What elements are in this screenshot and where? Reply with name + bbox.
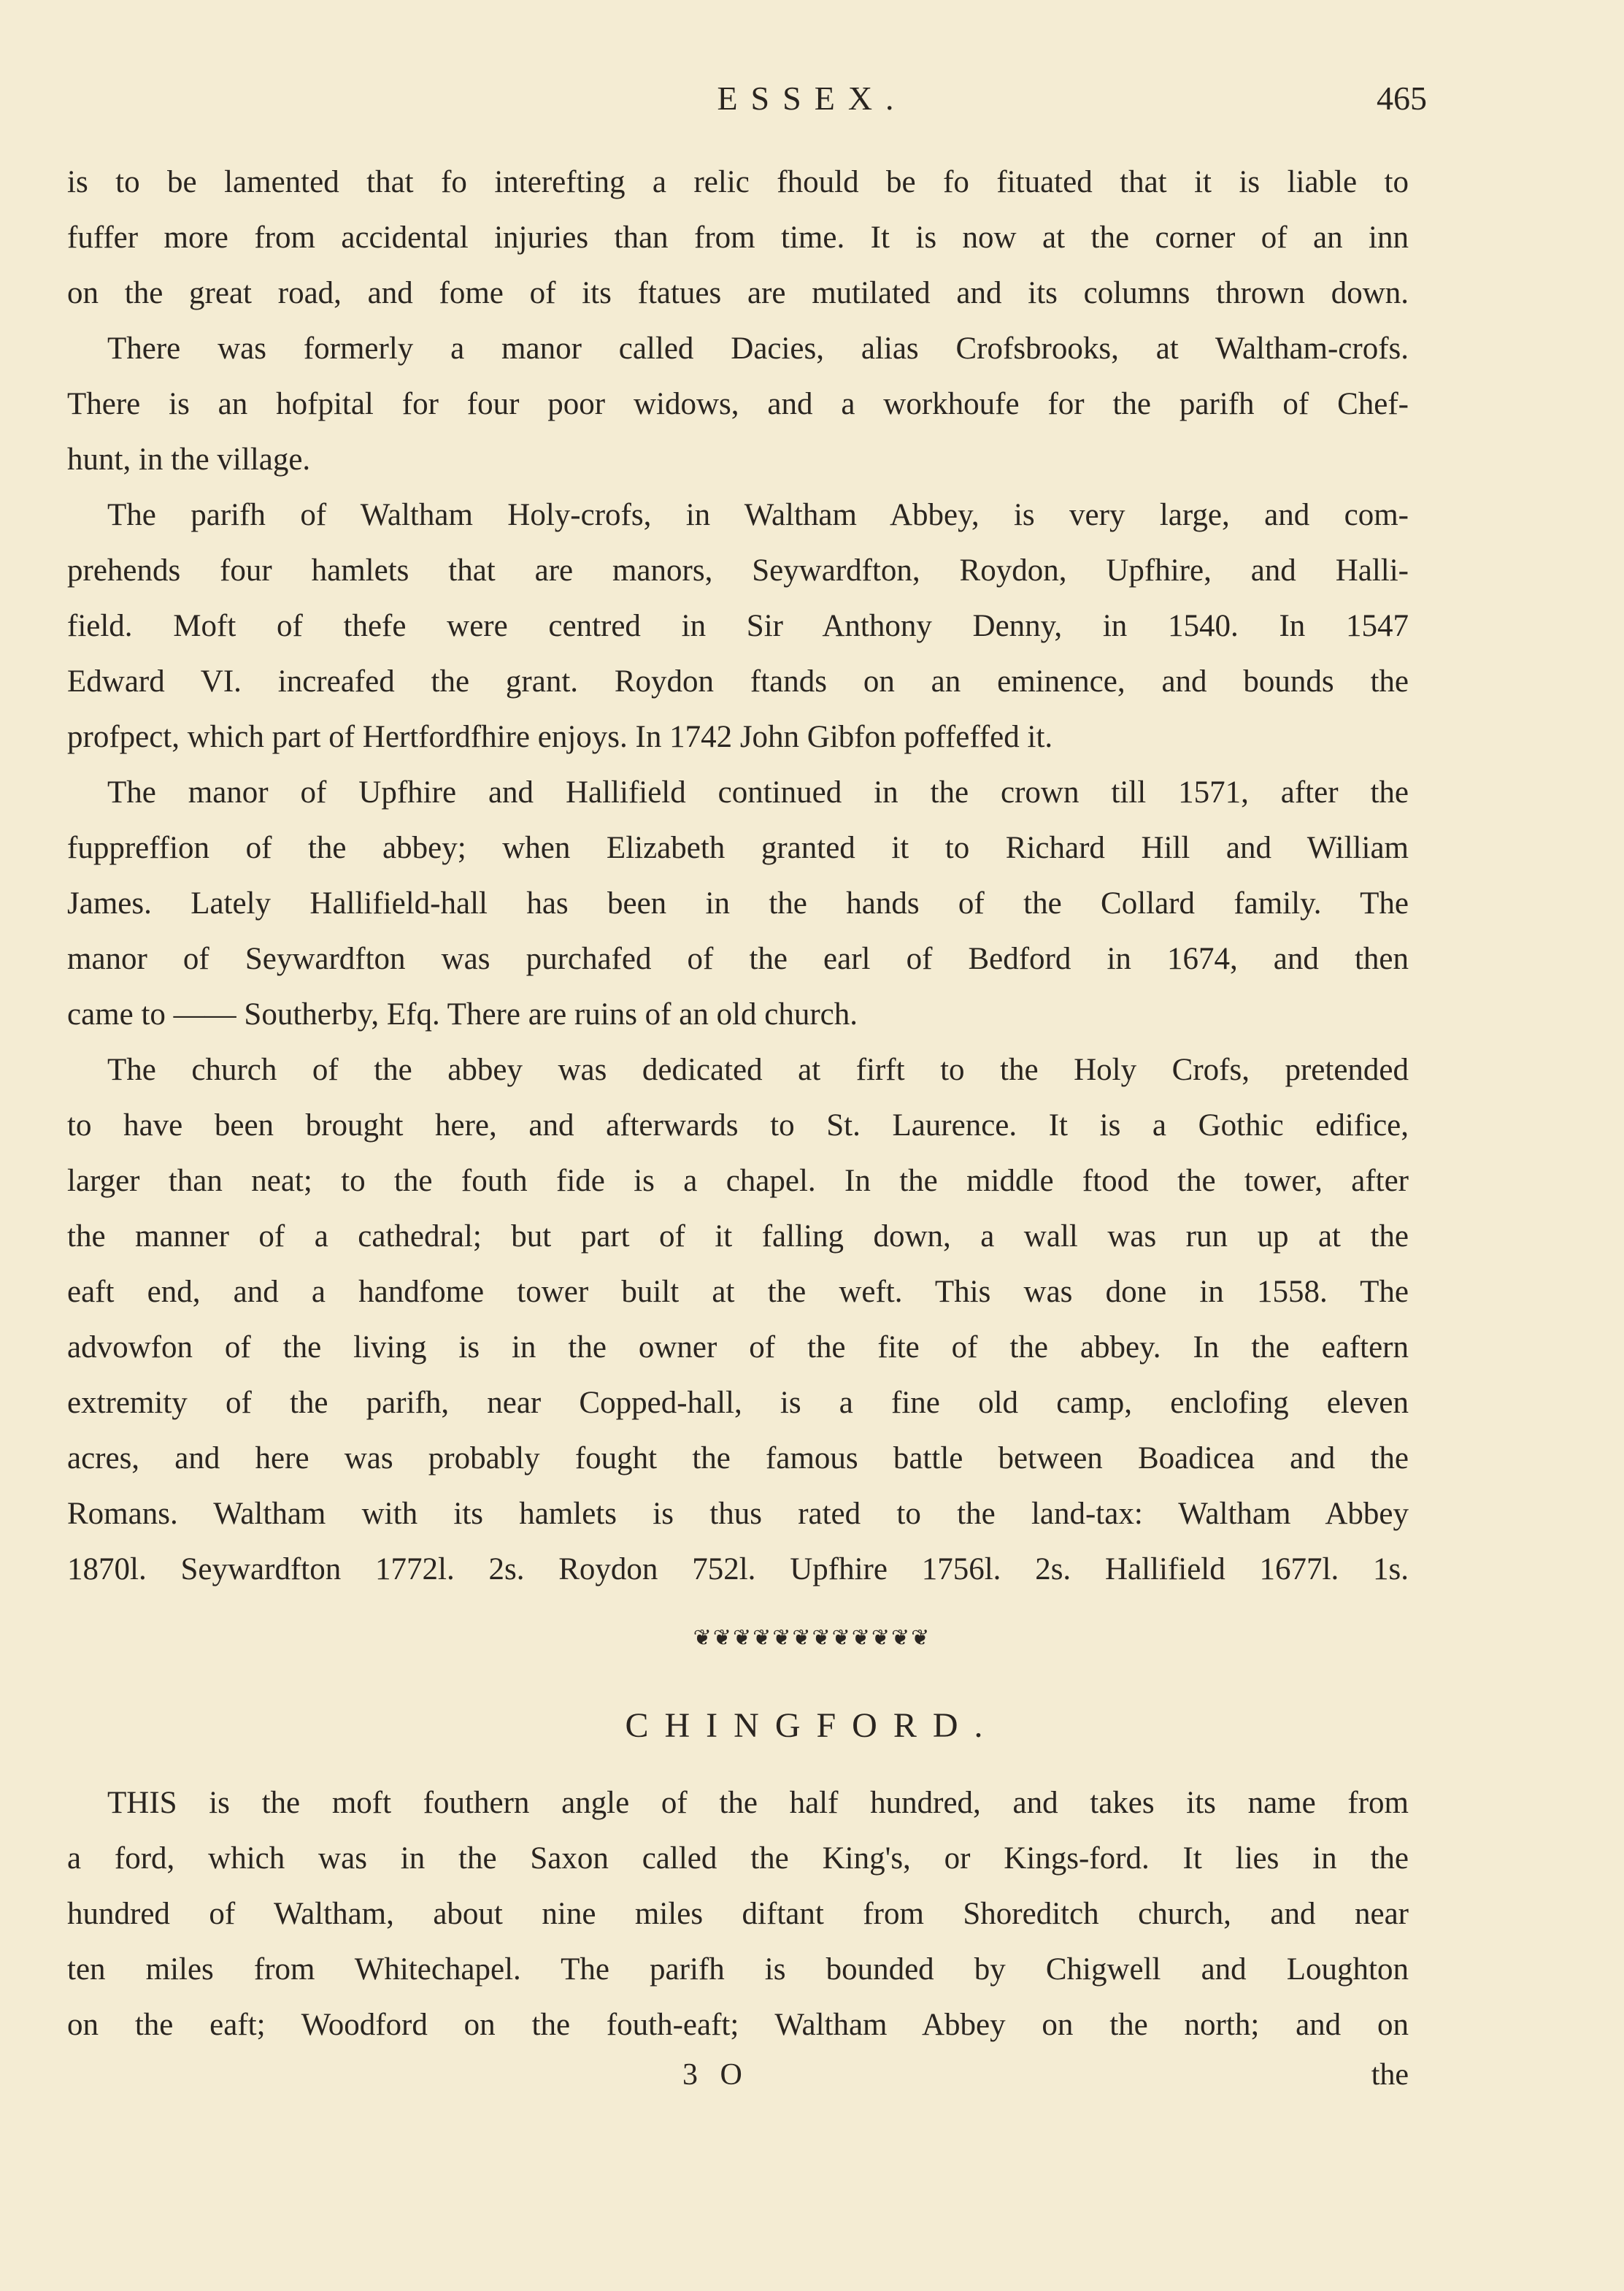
text-line: eaft end, and a handfome tower built at the weft. This was done in 1558. The	[67, 1275, 1409, 1309]
text-line: profpect, which part of Hertfordfhire enjoys. In 1742 John Gibfon poffeffed it.	[67, 720, 1053, 754]
text-line: manor of Seywardfton was purchafed of the earl of Bedford in 1674, and then	[67, 942, 1409, 976]
text-line: on the eaft; Woodford on the fouth-eaft; Waltham Abbey on the north; and on	[67, 2008, 1409, 2042]
text-line: There is an hofpital for four poor widows, and a workhoufe for the parifh of Chef-	[67, 387, 1409, 421]
text-line: on the great road, and fome of its ftatues are mutilated and its columns thrown down.	[67, 276, 1409, 310]
text-line: James. Lately Hallifield-hall has been in the hands of the Collard family. The	[67, 886, 1409, 921]
text-line: acres, and here was probably fought the famous battle between Boadicea and the	[67, 1441, 1409, 1475]
text-line: The parifh of Waltham Holy-crofs, in Waltham Abbey, is very large, and com-	[107, 498, 1409, 532]
text-line: field. Moft of thefe were centred in Sir Anthony Denny, in 1540. In 1547	[67, 609, 1409, 643]
text-line: fuppreffion of the abbey; when Elizabeth granted it to Richard Hill and William	[67, 831, 1409, 865]
text-line: the manner of a cathedral; but part of it falling down, a wall was run up at the	[67, 1219, 1409, 1254]
text-line: larger than neat; to the fouth fide is a chapel. In the middle ftood the tower, after	[67, 1164, 1409, 1198]
text-line: ten miles from Whitechapel. The parifh is bounded by Chigwell and Loughton	[67, 1952, 1409, 1987]
text-line: THIS is the moft fouthern angle of the half hundred, and takes its name from	[107, 1786, 1409, 1820]
text-line: There was formerly a manor called Dacies, alias Crofsbrooks, at Waltham-crofs.	[107, 331, 1409, 366]
text-line: extremity of the parifh, near Copped-hall, is a fine old camp, enclofing eleven	[67, 1386, 1409, 1420]
text-line: hunt, in the village.	[67, 442, 311, 477]
text-line: fuffer more from accidental injuries than from time. It is now at the corner of an inn	[67, 220, 1409, 255]
text-line: came to —— Southerby, Efq. There are ruins of an old church.	[67, 997, 858, 1032]
text-line: Romans. Waltham with its hamlets is thus rated to the land-tax: Waltham Abbey	[67, 1497, 1409, 1531]
text-line: advowfon of the living is in the owner of the fite of the abbey. In the eaftern	[67, 1330, 1409, 1365]
section-divider-ornament: ❦❦❦❦❦❦❦❦❦❦❦❦	[693, 1626, 931, 1650]
page-number: 465	[1377, 80, 1427, 117]
section-title: CHINGFORD.	[625, 1706, 999, 1745]
text-line: Edward VI. increafed the grant. Roydon ftands on an eminence, and bounds the	[67, 664, 1409, 699]
running-head-title: ESSEX.	[717, 80, 907, 117]
text-line: hundred of Waltham, about nine miles diftant from Shoreditch church, and near	[67, 1897, 1409, 1931]
text-line: The manor of Upfhire and Hallifield continued in the crown till 1571, after the	[107, 775, 1409, 810]
chingford-text-block	[67, 1776, 1409, 2053]
essex-text-block	[67, 155, 1409, 1597]
signature-mark: 3 O	[682, 2058, 750, 2092]
text-line: prehends four hamlets that are manors, Seywardfton, Roydon, Upfhire, and Halli-	[67, 553, 1409, 588]
text-line: to have been brought here, and afterwards to St. Laurence. It is a Gothic edifice,	[67, 1108, 1409, 1143]
catchword: the	[1371, 2058, 1409, 2092]
text-line: The church of the abbey was dedicated at firft to the Holy Crofs, pretended	[107, 1053, 1409, 1087]
text-line: 1870l. Seywardfton 1772l. 2s. Roydon 752l. Upfhire 1756l. 2s. Hallifield 1677l. 1s.	[67, 1552, 1409, 1586]
text-line: is to be lamented that fo interefting a relic fhould be fo fituated that it is liable to	[67, 165, 1409, 199]
text-line: a ford, which was in the Saxon called the King's, or Kings-ford. It lies in the	[67, 1841, 1409, 1876]
